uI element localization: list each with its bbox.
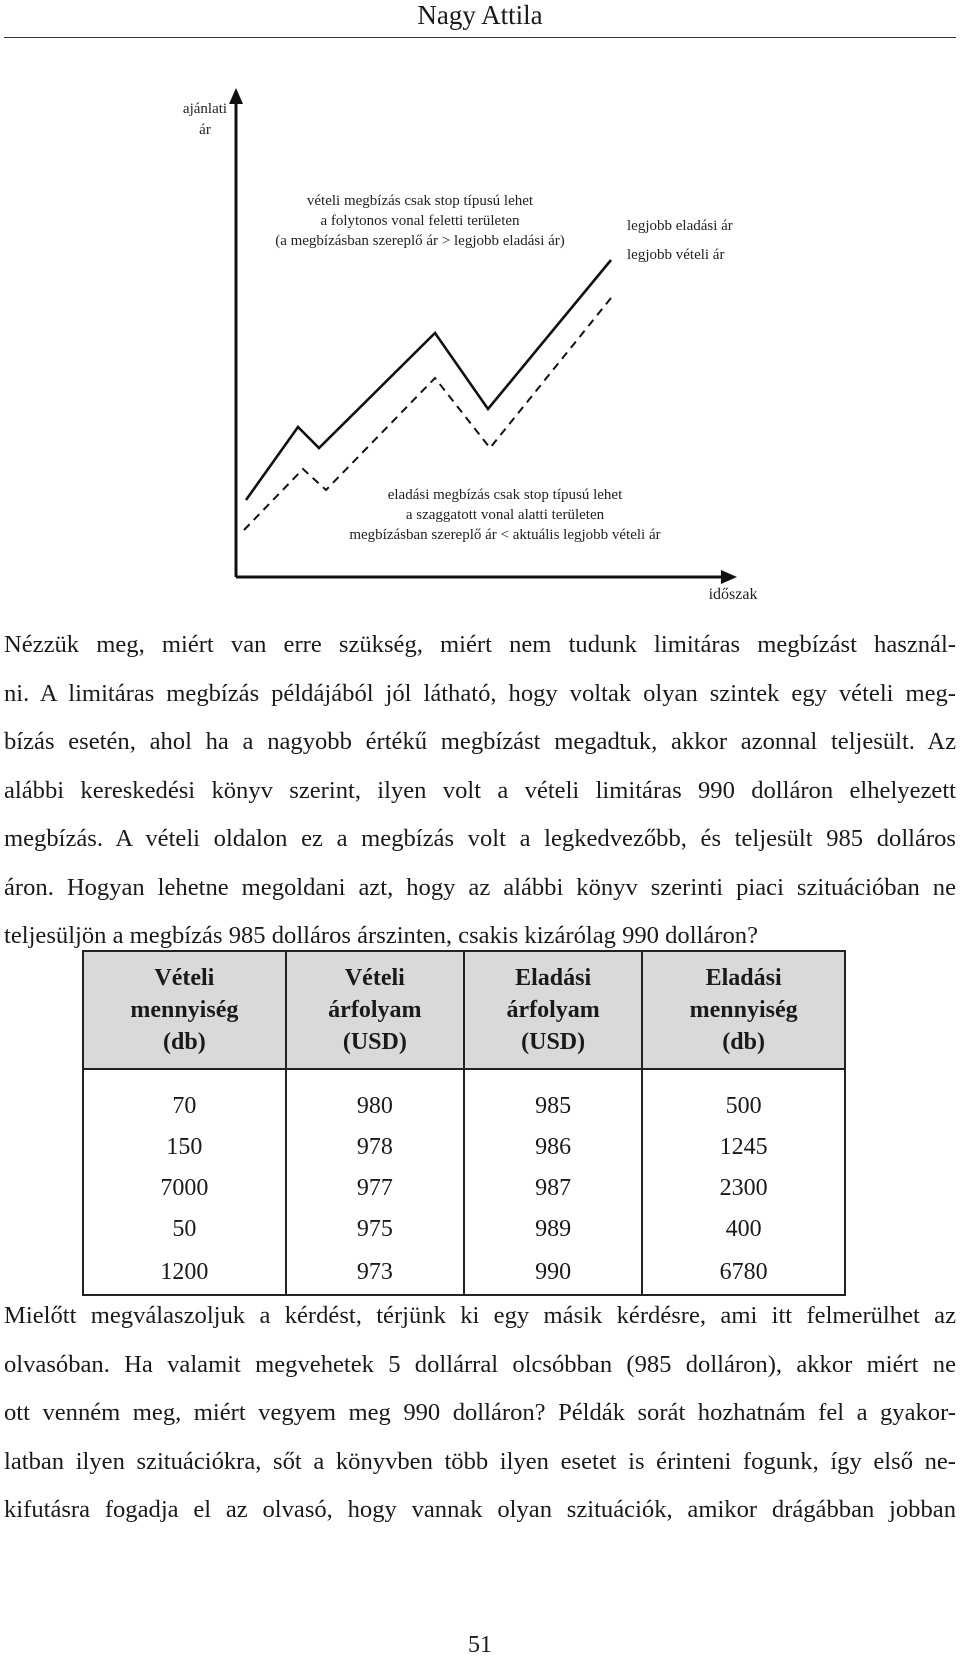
lower-note-line2: a szaggatott vonal alatti területen [405, 507, 605, 523]
text-line: bízás esetén, ahol ha a nagyobb értékű megbízást megadtuk, akkor azonnal teljesült. Az [4, 728, 956, 755]
legend-best-bid: legjobb vételi ár [627, 247, 725, 263]
y-axis-label-line1: ajánlati [182, 101, 228, 117]
cell: 973 [286, 1250, 464, 1295]
cell: 400 [642, 1209, 845, 1250]
spacer-row [83, 1069, 845, 1086]
text-line: latban ilyen szituációkra, sőt a könyvben több ilyen esetet is érinteni fogunk, így első ne- [4, 1447, 956, 1475]
cell: 1200 [83, 1250, 286, 1295]
cell: 1245 [642, 1127, 845, 1168]
best-ask-line [246, 260, 611, 500]
x-axis-label: időszak [708, 586, 758, 603]
cell: 6780 [642, 1250, 845, 1295]
upper-note-line1: vételi megbízás csak stop típusú lehet [306, 193, 534, 209]
header-bid-price: Vételi árfolyam (USD) [286, 951, 464, 1069]
table-row [83, 1127, 845, 1168]
paragraph-2 [4, 1292, 956, 1535]
text-line: teljesüljön a megbízás 985 dolláros árszinten, csakis kizárólag 990 dolláron? [4, 922, 758, 949]
cell: 975 [286, 1209, 464, 1250]
cell: 150 [83, 1127, 286, 1168]
header-ask-quantity: Eladási mennyiség (db) [642, 951, 845, 1069]
cell: 2300 [642, 1168, 845, 1209]
cell: 7000 [83, 1168, 286, 1209]
cell: 500 [642, 1086, 845, 1127]
cell: 980 [286, 1086, 464, 1127]
cell: 989 [464, 1209, 642, 1250]
table-row [83, 1086, 845, 1127]
text-line: áron. Hogyan lehetne megoldani azt, hogy az alábbi könyv szerinti piaci szituációban ne [4, 873, 956, 901]
text-line: Nézzük meg, miért van erre szükség, miért nem tudunk limitáras megbízást használ- [4, 631, 956, 658]
cell: 977 [286, 1168, 464, 1209]
order-book-table [82, 950, 846, 1296]
upper-note-line3: (a megbízásban szereplő ár > legjobb eladási ár) [275, 233, 565, 249]
legend-best-ask: legjobb eladási ár [627, 218, 733, 234]
lower-note-line3: megbízásban szereplő ár < aktuális legjobb vételi ár [349, 527, 661, 543]
header-bid-quantity: Vételi mennyiség (db) [83, 951, 286, 1069]
y-axis-label-line2: ár [199, 122, 211, 138]
table-header-row [83, 951, 845, 1069]
cell: 985 [464, 1086, 642, 1127]
table-row [83, 1209, 845, 1250]
cell: 70 [83, 1086, 286, 1127]
cell: 50 [83, 1209, 286, 1250]
text-line: kifutásra fogadja el az olvasó, hogy vannak olyan szituációk, amikor drágábban jobban [4, 1496, 956, 1523]
header-rule [4, 37, 956, 38]
header-ask-price: Eladási árfolyam (USD) [464, 951, 642, 1069]
x-axis-arrowhead [721, 570, 737, 584]
text-line: Mielőtt megválaszoljuk a kérdést, térjünk ki egy másik kérdésre, ami itt felmerülhet az [4, 1302, 956, 1329]
cell: 990 [464, 1250, 642, 1295]
y-axis-arrowhead [229, 88, 243, 104]
text-line: alábbi kereskedési könyv szerint, ilyen volt a vételi limitáras 990 dolláron elhelyezett [4, 776, 956, 804]
running-header: Nagy Attila [417, 0, 543, 30]
cell: 978 [286, 1127, 464, 1168]
cell: 987 [464, 1168, 642, 1209]
cell: 986 [464, 1127, 642, 1168]
table-row [83, 1250, 845, 1295]
upper-note-line2: a folytonos vonal feletti területen [320, 213, 520, 229]
table-row [83, 1168, 845, 1209]
text-line: megbízás. A vételi oldalon ez a megbízás volt a legkedvezőbb, és teljesült 985 dolláros [4, 825, 956, 852]
text-line: ott venném meg, miért vegyem meg 990 dolláron? Példák sorát hozhatnám fel a gyakor- [4, 1399, 956, 1426]
text-line: olvasóban. Ha valamit megvehetek 5 dollárral olcsóbban (985 dolláron), akkor miért ne [4, 1350, 956, 1378]
page-number: 51 [468, 1632, 492, 1658]
text-line: ni. A limitáras megbízás példájából jól látható, hogy voltak olyan szintek egy vételi meg- [4, 679, 956, 707]
price-diagram [0, 80, 960, 610]
lower-note-line1: eladási megbízás csak stop típusú lehet [387, 487, 623, 503]
paragraph-1 [4, 621, 956, 961]
